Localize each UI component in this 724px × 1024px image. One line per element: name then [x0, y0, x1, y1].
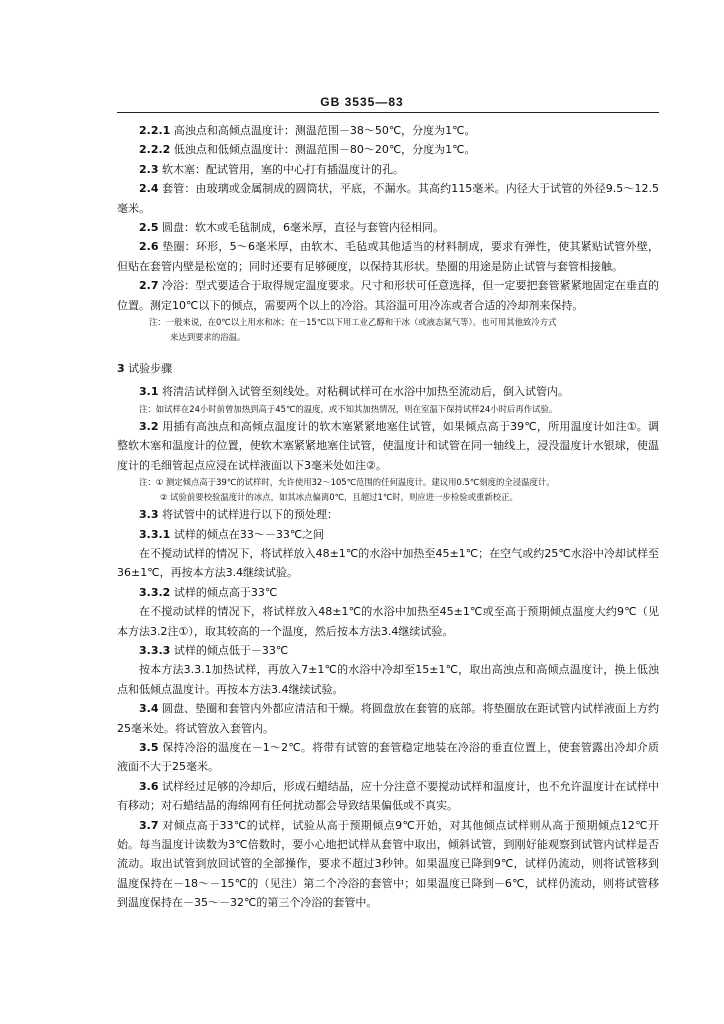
paragraph-n27b — [117, 330, 659, 345]
clause-number: 3.3 — [139, 508, 159, 522]
paragraph-text: 用插有高浊点和高倾点温度计的软木塞紧紧地塞住试管，如果倾点高于39℃，所用温度计如注①。调整软木塞和温度计的位置，使软木塞紧紧地塞住试管，使温度计和试管在同一轴线上，浸没温度计水银球，使温度计的毛细管起点应浸在试样液面以下3毫米处如注②。 — [117, 419, 660, 472]
clause-number: 3.6 — [139, 779, 159, 793]
clause-number: 2.3 — [139, 162, 159, 176]
clause-number: 3.5 — [139, 740, 159, 754]
clause-number: 2.2.1 — [139, 124, 171, 137]
clause-number: 2.7 — [139, 279, 159, 293]
paragraph-p331 — [117, 525, 659, 544]
paragraph-p37 — [117, 816, 659, 913]
clause-number: 2.5 — [139, 221, 159, 235]
paragraph-text: 高浊点和高倾点温度计：测温范围－38～50℃，分度为1℃。 — [173, 124, 476, 137]
paragraph-text: 将清洁试样倒入试管至刻线处。对粘稠试样可在水浴中加热至流动后，倒入试管内。 — [162, 385, 569, 399]
clause-number: 3.3.3 — [139, 643, 171, 657]
clause-number: 3.2 — [139, 419, 159, 433]
paragraph-text: 试样的倾点高于33℃ — [173, 585, 278, 599]
paragraph-text: 在不搅动试样的情况下，将试样放入48±1℃的水浴中加热至45±1℃或至高于预期倾点温度大约9℃（见本方法3.2注①），取其较高的一个温度，然后按本方法3.4继续试验。 — [117, 605, 659, 638]
paragraph-text: 试样的倾点在33～－33℃之间 — [173, 527, 325, 541]
paragraph-n27a — [117, 315, 659, 330]
paragraph-text: 注：一般来说，在0℃以上用水和冰；在－15℃以下用工业乙醇和干冰（或液态氮气等）。也可用其他致冷方式 — [149, 317, 557, 328]
paragraph-text: 注：① 测定倾点高于39℃的试样时，允许使用32～105℃范围的任何温度计。建议用0.5℃刻度的全浸温度计。 — [139, 477, 555, 488]
paragraph-text: 软木塞：配试管用，塞的中心打有插温度计的孔。 — [162, 162, 404, 176]
paragraph-text: 试样的倾点低于－33℃ — [173, 643, 289, 657]
paragraph-p32 — [117, 417, 659, 475]
clause-number: 3.1 — [139, 385, 159, 399]
paragraph-text: 试验步骤 — [128, 362, 173, 376]
paragraph-n32a — [117, 475, 659, 490]
paragraph-p332b — [117, 602, 659, 641]
paragraph-text: 将试管中的试样进行以下的预处理： — [162, 508, 338, 522]
paragraph-text: ② 试验前要校验温度计的冰点，如其冰点偏离0℃，且超过1℃时，则应进一步检验或重新校正。 — [160, 492, 518, 503]
clause-number: 3.3.2 — [139, 585, 171, 599]
paragraph-text: 套管：由玻璃或金属制成的圆筒状，平底，不漏水。其高约115毫米。内径大于试管的外径9.5～12.5毫米。 — [117, 182, 659, 215]
paragraph-text: 保持冷浴的温度在－1～2℃。将带有试管的套管稳定地装在冷浴的垂直位置上，使套管露出冷却介质液面不大于25毫米。 — [117, 740, 659, 774]
clause-number: 3.7 — [139, 818, 159, 832]
paragraph-p332 — [117, 583, 659, 602]
standard-header: GB 3535—83 — [320, 95, 404, 109]
paragraph-s3 — [117, 359, 659, 378]
clause-number: 3.3.1 — [139, 527, 171, 541]
paragraph-p35 — [117, 738, 659, 777]
clause-number: 3 — [117, 362, 125, 376]
paragraph-text: 按本方法3.3.1加热试样，再放入7±1℃的水浴中冷却至15±1℃，取出高浊点和高倾点温度计，换上低浊点和低倾点温度计。再按本方法3.4继续试验。 — [117, 663, 659, 696]
paragraph-text: 圆盘：软木或毛毡制成，6毫米厚，直径与套管内径相同。 — [162, 221, 444, 235]
paragraph-p36 — [117, 777, 659, 816]
paragraph-text: 圆盘、垫圈和套管内外都应清洁和干燥。将圆盘放在套管的底部。将垫圈放在距试管内试样液面上方约25毫米处。将试管放入套管内。 — [117, 702, 659, 735]
paragraph-p34 — [117, 699, 659, 738]
paragraph-text: 来达到要求的浴温。 — [170, 332, 246, 343]
paragraph-p24 — [117, 179, 659, 218]
paragraph-text: 对倾点高于33℃的试样，试验从高于预期倾点9℃开始，对其他倾点试样则从高于预期倾点12℃开始。每当温度计读数为3℃倍数时，要小心地把试样从套管中取出，倾斜试管，到刚好能观察到试管内试样是否流动。取出试管到放回试管的全部操作，要求不超过3秒钟。如果温度已降到9℃，试样仍流动，则将试管移到温度保持在－18～－15℃的（见注）第二个冷浴的套管中；如果温度已降到－6℃，试样仍流动，则将试管移到温度保持在－35～－32℃的第三个冷浴的套管中。 — [117, 818, 659, 910]
paragraph-p333b — [117, 660, 659, 699]
paragraph-text: 垫圈：环形，5～6毫米厚，由软木、毛毡或其他适当的材料制成，要求有弹性，使其紧贴试管外壁，但贴在套管内壁是松宽的；同时还要有足够硬度，以保持其形状。垫圈的用途是防止试管与套管相接触。 — [117, 240, 660, 273]
paragraph-p33 — [117, 505, 659, 524]
paragraph-p25 — [117, 218, 659, 237]
paragraph-text: 注：如试样在24小时前曾加热到高于45℃的温度，或不知其加热情况，则在室温下保持试样24小时后再作试验。 — [139, 403, 558, 414]
paragraph-text: 冷浴：型式要适合于取得规定温度要求。尺寸和形状可任意选择，但一定要把套管紧紧地固定在垂直的位置。测定10℃以下的倾点，需要两个以上的冷浴。其浴温可用冷冻或者合适的冷却剂来保持。 — [117, 279, 659, 312]
paragraph-p31 — [117, 382, 659, 401]
header-rule — [117, 112, 659, 113]
paragraph-text: 低浊点和低倾点温度计：测温范围－80～20℃，分度为1℃。 — [173, 143, 476, 157]
paragraph-p333 — [117, 641, 659, 660]
clause-number: 3.4 — [139, 702, 159, 716]
paragraph-text: 试样经过足够的冷却后，形成石蜡结晶，应十分注意不要搅动试样和温度计，也不允许温度计在试样中有移动；对石蜡结晶的海绵网有任何扰动都会导致结果偏低或不真实。 — [117, 779, 659, 813]
paragraph-n31 — [117, 402, 659, 417]
paragraph-p26 — [117, 237, 659, 276]
paragraph-text: 在不搅动试样的情况下，将试样放入48±1℃的水浴中加热至45±1℃；在空气或约25℃水浴中冷却试样至36±1℃，再按本方法3.4继续试验。 — [117, 546, 659, 580]
paragraph-p222 — [117, 140, 659, 159]
clause-number: 2.4 — [139, 182, 159, 196]
document-body — [117, 121, 659, 913]
paragraph-p221 — [117, 121, 659, 140]
paragraph-p27 — [117, 276, 659, 315]
paragraph-n32b — [117, 490, 659, 505]
clause-number: 2.6 — [139, 240, 159, 254]
clause-number: 2.2.2 — [139, 143, 171, 157]
paragraph-p331b — [117, 544, 659, 583]
paragraph-p23 — [117, 160, 659, 179]
